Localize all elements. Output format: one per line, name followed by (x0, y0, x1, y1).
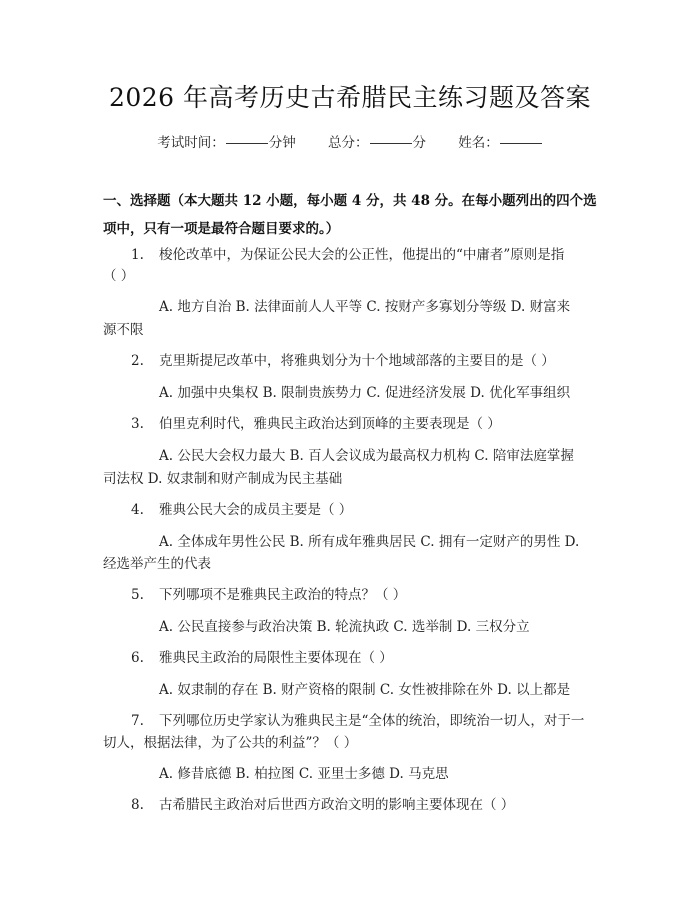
name-label: 姓名： (458, 135, 499, 151)
question-1-stem-continued: （ ） (103, 268, 135, 284)
question-4-options-continued: 经选举产生的代表 (103, 556, 211, 572)
question-7-stem (131, 709, 584, 729)
question-4-options: A. 全体成年男性公民 B. 所有成年雅典居民 C. 拥有一定财产的男性 D. (159, 534, 580, 550)
question-3-options: A. 公民大会权力最大 B. 百人会议成为最高权力机构 C. 陪审法庭掌握 (159, 448, 574, 464)
question-5-options: A. 公民直接参与政治决策 B. 轮流执政 C. 选举制 D. 三权分立 (159, 619, 530, 635)
question-number: 1. (131, 247, 144, 263)
question-number: 6. (131, 650, 144, 666)
time-label: 考试时间： (157, 135, 225, 151)
question-text: 雅典民主政治的局限性主要体现在（ ） (159, 650, 393, 666)
question-4-stem (131, 498, 352, 518)
question-text: 下列哪项不是雅典民主政治的特点？（ ） (159, 587, 407, 603)
question-number: 3. (131, 416, 144, 432)
question-8-stem (131, 793, 514, 813)
question-number: 7. (131, 713, 144, 729)
question-5-stem (131, 583, 406, 603)
question-text: 克里斯提尼改革中，将雅典划分为十个地域部落的主要目的是（ ） (159, 353, 555, 369)
question-text: 下列哪位历史学家认为雅典民主是“全体的统治，即统治一切人，对于一 (159, 713, 585, 729)
question-1-options: A. 地方自治 B. 法律面前人人平等 C. 按财产多寡划分等级 D. 财富来 (159, 299, 571, 315)
question-1-options-continued: 源不限 (103, 322, 144, 338)
question-3-stem (131, 412, 501, 432)
question-number: 4. (131, 502, 144, 518)
question-7-stem-continued: 切人，根据法律，为了公共的利益”？（ ） (103, 735, 358, 751)
name-blank[interactable] (500, 143, 542, 144)
time-unit: 分钟 (268, 135, 296, 151)
exam-meta (0, 131, 700, 151)
score-unit: 分 (412, 135, 426, 151)
time-field (157, 135, 296, 151)
question-6-stem (131, 646, 393, 666)
time-blank[interactable] (226, 143, 268, 144)
question-number: 5. (131, 587, 144, 603)
score-blank[interactable] (370, 143, 412, 144)
question-1-stem (131, 243, 564, 263)
question-6-options: A. 奴隶制的存在 B. 财产资格的限制 C. 女性被排除在外 D. 以上都是 (159, 682, 571, 698)
question-number: 2. (131, 353, 144, 369)
question-text: 梭伦改革中，为保证公民大会的公正性，他提出的“中庸者”原则是指 (159, 247, 565, 263)
question-text: 古希腊民主政治对后世西方政治文明的影响主要体现在（ ） (159, 797, 515, 813)
question-2-stem (131, 349, 555, 369)
question-3-options-continued: 司法权 D. 奴隶制和财产制成为民主基础 (103, 471, 343, 487)
page-title: 2026 年高考历史古希腊民主练习题及答案 (108, 83, 592, 112)
score-label: 总分： (328, 135, 369, 151)
score-field (328, 135, 426, 151)
question-number: 8. (131, 797, 144, 813)
question-text: 伯里克利时代，雅典民主政治达到顶峰的主要表现是（ ） (159, 416, 501, 432)
question-7-options: A. 修昔底德 B. 柏拉图 C. 亚里士多德 D. 马克思 (159, 766, 449, 782)
section-heading: 一、选择题（本大题共 12 小题，每小题 4 分，共 48 分。在每小题列出的四个选项中，只有一项是最符合题目要求的。） (103, 193, 597, 237)
name-field (458, 135, 543, 151)
question-2-options: A. 加强中央集权 B. 限制贵族势力 C. 促进经济发展 D. 优化军事组织 (159, 385, 571, 401)
question-text: 雅典公民大会的成员主要是（ ） (159, 502, 353, 518)
